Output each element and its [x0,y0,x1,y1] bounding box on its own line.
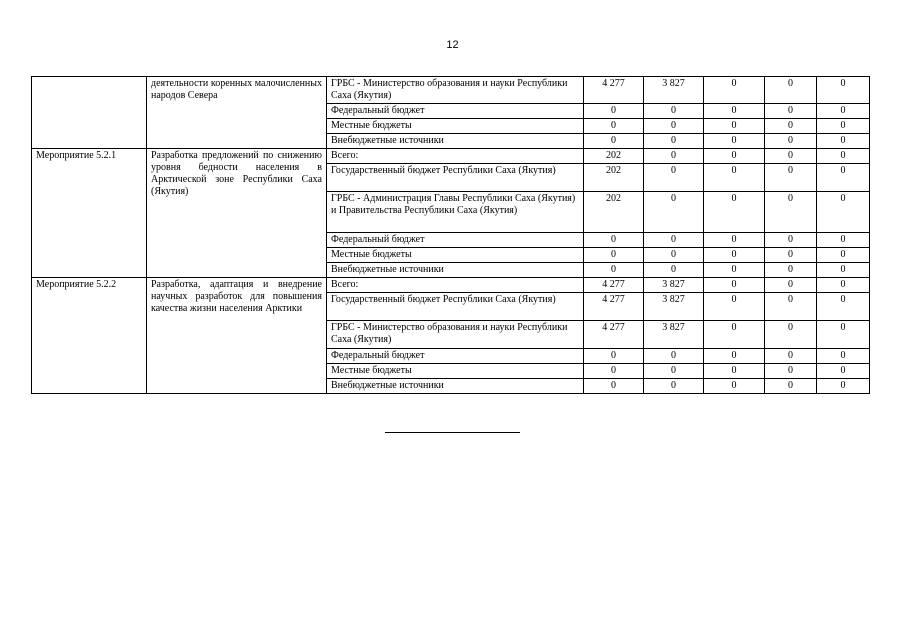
table-row [32,278,870,293]
amount-cell-col2: 3 827 [644,278,704,293]
measure-cell [32,77,147,149]
amount-cell-col2: 0 [644,364,704,379]
funding-source-cell: ГРБС - Администрация Главы Республики Саха (Якутия) и Правительства Республики Саха (Якутия) [327,192,584,233]
amount-cell-col4: 0 [765,263,817,278]
funding-source-cell: Внебюджетные источники [327,263,584,278]
amount-cell-col5: 0 [817,263,870,278]
amount-cell-col3: 0 [704,119,765,134]
amount-cell-col4: 0 [765,248,817,263]
amount-cell-col1: 202 [584,149,644,164]
amount-cell-col1: 0 [584,134,644,149]
funding-source-cell: Всего: [327,278,584,293]
amount-cell-col5: 0 [817,149,870,164]
funding-source-cell: Внебюджетные источники [327,134,584,149]
funding-source-cell: Государственный бюджет Республики Саха (Якутия) [327,293,584,321]
amount-cell-col2: 0 [644,119,704,134]
amount-cell-col2: 0 [644,134,704,149]
amount-cell-col5: 0 [817,192,870,233]
amount-cell-col5: 0 [817,233,870,248]
funding-source-cell: Внебюджетные источники [327,379,584,394]
table-row [32,149,870,164]
funding-source-cell: Государственный бюджет Республики Саха (Якутия) [327,164,584,192]
amount-cell-col1: 0 [584,104,644,119]
measure-cell: Мероприятие 5.2.2 [32,278,147,394]
amount-cell-col3: 0 [704,364,765,379]
table-row [32,77,870,104]
measure-description-cell: Разработка, адаптация и внедрение научных разработок для повышения качества жизни населения Арктики [147,278,327,394]
amount-cell-col5: 0 [817,134,870,149]
amount-cell-col3: 0 [704,321,765,349]
amount-cell-col3: 0 [704,104,765,119]
amount-cell-col1: 0 [584,119,644,134]
funding-source-cell: ГРБС - Министерство образования и науки Республики Саха (Якутия) [327,321,584,349]
amount-cell-col5: 0 [817,104,870,119]
funding-source-cell: Местные бюджеты [327,248,584,263]
funding-source-cell: Местные бюджеты [327,364,584,379]
amount-cell-col1: 202 [584,164,644,192]
amount-cell-col2: 0 [644,104,704,119]
amount-cell-col5: 0 [817,321,870,349]
amount-cell-col2: 0 [644,349,704,364]
amount-cell-col5: 0 [817,77,870,104]
amount-cell-col4: 0 [765,364,817,379]
amount-cell-col4: 0 [765,293,817,321]
amount-cell-col4: 0 [765,278,817,293]
amount-cell-col2: 0 [644,248,704,263]
amount-cell-col2: 0 [644,233,704,248]
amount-cell-col3: 0 [704,164,765,192]
funding-source-cell: Федеральный бюджет [327,104,584,119]
amount-cell-col5: 0 [817,364,870,379]
amount-cell-col5: 0 [817,278,870,293]
amount-cell-col4: 0 [765,349,817,364]
amount-cell-col3: 0 [704,349,765,364]
amount-cell-col5: 0 [817,293,870,321]
amount-cell-col5: 0 [817,119,870,134]
amount-cell-col4: 0 [765,164,817,192]
amount-cell-col2: 3 827 [644,321,704,349]
amount-cell-col3: 0 [704,278,765,293]
amount-cell-col3: 0 [704,293,765,321]
amount-cell-col2: 0 [644,149,704,164]
amount-cell-col4: 0 [765,321,817,349]
funding-source-cell: Федеральный бюджет [327,233,584,248]
amount-cell-col1: 4 277 [584,293,644,321]
amount-cell-col1: 4 277 [584,278,644,293]
amount-cell-col4: 0 [765,104,817,119]
funding-table [31,76,870,394]
measure-cell: Мероприятие 5.2.1 [32,149,147,278]
amount-cell-col4: 0 [765,77,817,104]
amount-cell-col1: 4 277 [584,321,644,349]
amount-cell-col5: 0 [817,164,870,192]
amount-cell-col2: 0 [644,164,704,192]
amount-cell-col3: 0 [704,263,765,278]
measure-description-cell: деятельности коренных малочисленных народов Севера [147,77,327,149]
amount-cell-col4: 0 [765,149,817,164]
funding-source-cell: Местные бюджеты [327,119,584,134]
amount-cell-col2: 0 [644,379,704,394]
amount-cell-col3: 0 [704,233,765,248]
amount-cell-col1: 0 [584,364,644,379]
amount-cell-col4: 0 [765,192,817,233]
amount-cell-col4: 0 [765,119,817,134]
page-number: 12 [446,39,459,51]
amount-cell-col4: 0 [765,134,817,149]
funding-source-cell: ГРБС - Министерство образования и науки Республики Саха (Якутия) [327,77,584,104]
amount-cell-col1: 0 [584,379,644,394]
amount-cell-col5: 0 [817,248,870,263]
amount-cell-col2: 0 [644,192,704,233]
amount-cell-col3: 0 [704,149,765,164]
amount-cell-col5: 0 [817,349,870,364]
amount-cell-col1: 202 [584,192,644,233]
amount-cell-col1: 0 [584,263,644,278]
amount-cell-col1: 4 277 [584,77,644,104]
amount-cell-col5: 0 [817,379,870,394]
funding-source-cell: Федеральный бюджет [327,349,584,364]
funding-source-cell: Всего: [327,149,584,164]
amount-cell-col3: 0 [704,134,765,149]
amount-cell-col2: 3 827 [644,77,704,104]
amount-cell-col3: 0 [704,192,765,233]
amount-cell-col2: 0 [644,263,704,278]
measure-description-cell: Разработка предложений по снижению уровня бедности населения в Арктической зоне Республики Саха (Якутия) [147,149,327,278]
amount-cell-col1: 0 [584,248,644,263]
amount-cell-col2: 3 827 [644,293,704,321]
separator-line [385,432,520,433]
amount-cell-col1: 0 [584,349,644,364]
amount-cell-col3: 0 [704,248,765,263]
amount-cell-col4: 0 [765,233,817,248]
amount-cell-col1: 0 [584,233,644,248]
amount-cell-col3: 0 [704,77,765,104]
amount-cell-col3: 0 [704,379,765,394]
amount-cell-col4: 0 [765,379,817,394]
